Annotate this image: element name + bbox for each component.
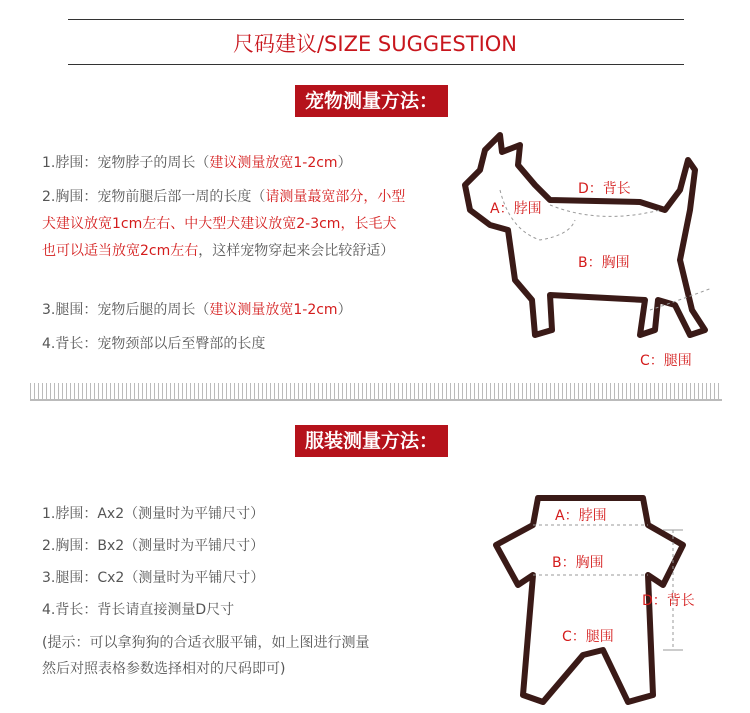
dog-label-a: A：脖围 bbox=[490, 201, 542, 217]
pet-item-3 bbox=[42, 297, 412, 324]
dog-label-c: C：腿围 bbox=[640, 353, 692, 369]
dog-diagram-icon bbox=[440, 130, 730, 370]
title-rule bbox=[68, 64, 684, 65]
clothes-tip-line-1: (提示：可以拿狗狗的合适衣服平铺，如上图进行测量 bbox=[42, 635, 370, 651]
clothes-item-1: 1.脖围：Ax2（测量时为平铺尺寸） bbox=[42, 506, 265, 522]
garment-label-c: C：腿围 bbox=[562, 629, 614, 645]
text: 1.脖围：宠物脖子的周长（ bbox=[42, 155, 210, 171]
text: 2.胸围：宠物前腿后部一周的长度（ bbox=[42, 189, 266, 205]
clothes-section-heading: 服装测量方法： bbox=[295, 425, 448, 457]
pet-section-heading: 宠物测量方法： bbox=[295, 85, 448, 117]
pet-item-4 bbox=[42, 331, 402, 358]
garment-label-d: D：背长 bbox=[642, 593, 695, 609]
highlight: 请测量蕞宽部分，小型犬建议放宽1cm左右、中大型犬建议放宽2-3cm，长毛犬也可以适当放宽2cm左右 bbox=[42, 189, 406, 259]
pet-item-2 bbox=[42, 184, 407, 265]
text: 4.背长：宠物颈部以后至臀部的长度 bbox=[42, 336, 266, 352]
pet-item-1 bbox=[42, 150, 402, 177]
clothes-item-3: 3.腿围：Cx2（测量时为平铺尺寸） bbox=[42, 570, 265, 586]
top-rule bbox=[68, 19, 684, 20]
page-title: 尺码建议/SIZE SUGGESTION bbox=[232, 32, 518, 56]
garment-diagram-icon bbox=[488, 490, 738, 710]
text: ，这样宠物穿起来会比较舒适） bbox=[198, 243, 395, 259]
text: ） bbox=[337, 155, 352, 171]
clothes-item-2: 2.胸围：Bx2（测量时为平铺尺寸） bbox=[42, 538, 265, 554]
garment-label-b: B：胸围 bbox=[552, 555, 604, 571]
text: 3.腿围：宠物后腿的周长（ bbox=[42, 302, 210, 318]
garment-label-a: A：脖围 bbox=[555, 508, 607, 524]
highlight: 建议测量放宽1-2cm bbox=[209, 302, 338, 318]
text: ） bbox=[337, 302, 352, 318]
highlight: 建议测量放宽1-2cm bbox=[209, 155, 338, 171]
clothes-tip-line-2: 然后对照表格参数选择相对的尺码即可) bbox=[42, 661, 286, 677]
clothes-item-4: 4.背长：背长请直接测量D尺寸 bbox=[42, 602, 235, 618]
dog-label-b: B：胸围 bbox=[578, 255, 630, 271]
ruler-divider bbox=[30, 383, 722, 401]
dog-label-d: D：背长 bbox=[578, 181, 631, 197]
